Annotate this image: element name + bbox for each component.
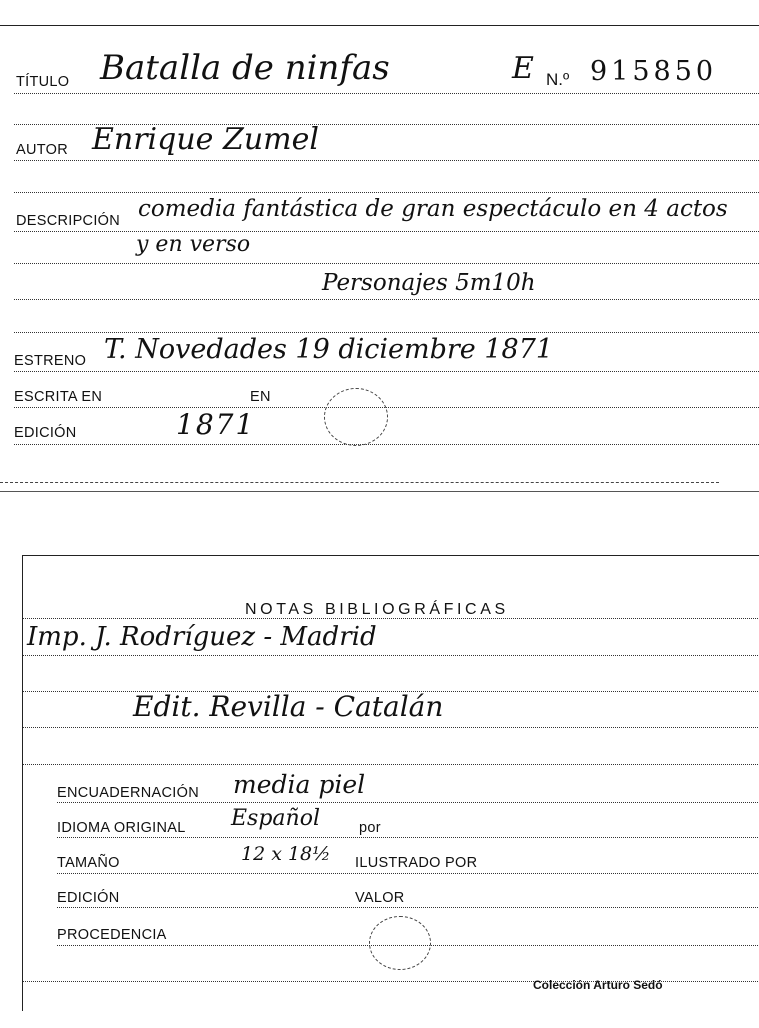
descripcion-rule-1 <box>14 231 759 232</box>
descripcion-rule-3 <box>14 299 759 300</box>
autor-rule <box>14 160 759 161</box>
edicion-value: 1871 <box>176 408 256 441</box>
registry-number-value: 915850 <box>590 56 718 87</box>
note-rule-4 <box>23 764 759 765</box>
rule-blank-3 <box>14 332 759 333</box>
estreno-value: T. Novedades 19 diciembre 1871 <box>104 334 554 365</box>
edicion-rule-2 <box>57 907 759 908</box>
registry-letter: E <box>512 51 534 86</box>
descripcion-rule-2 <box>14 263 759 264</box>
en-label: EN <box>250 389 271 405</box>
tamano-label: TAMAÑO <box>57 855 120 871</box>
tamano-rule <box>57 873 759 874</box>
coleccion-credit: Colección Arturo Sedó <box>533 978 663 992</box>
encuadernacion-label: ENCUADERNACIÓN <box>57 785 199 801</box>
titulo-rule <box>14 93 759 94</box>
idioma-rule <box>57 837 759 838</box>
idioma-value: Español <box>231 806 320 831</box>
titulo-value: Batalla de ninfas <box>100 48 390 88</box>
descripcion-label: DESCRIPCIÓN <box>16 213 121 229</box>
valor-label: VALOR <box>355 890 405 906</box>
note-rule-1 <box>23 655 759 656</box>
catalog-card-back <box>22 555 759 1011</box>
tamano-value: 12 x 18½ <box>241 843 331 865</box>
edicion-label: EDICIÓN <box>14 425 77 441</box>
registry-number-label: N.º <box>546 70 570 89</box>
autor-value: Enrique Zumel <box>92 122 319 157</box>
card-separator <box>0 491 759 492</box>
personajes-note: Personajes 5m10h <box>322 270 536 296</box>
note-editorial: Edit. Revilla - Catalán <box>133 690 444 723</box>
note-imprenta: Imp. J. Rodríguez - Madrid <box>27 622 377 652</box>
card-bottom-edge <box>0 482 719 483</box>
rule-blank-2 <box>14 192 759 193</box>
estreno-label: ESTRENO <box>14 353 87 369</box>
edicion-rule <box>14 444 759 445</box>
encuadernacion-rule <box>57 802 759 803</box>
ilustrado-label: ILUSTRADO POR <box>355 855 478 871</box>
escrita-en-label: ESCRITA EN <box>14 389 103 405</box>
por-label: por <box>359 820 381 836</box>
autor-label: AUTOR <box>16 142 68 158</box>
library-stamp-2 <box>369 916 431 970</box>
descripcion-line-1: comedia fantástica de gran espectáculo en 4 actos <box>138 196 728 222</box>
notas-heading: NOTAS BIBLIOGRÁFICAS <box>245 601 509 618</box>
library-stamp <box>324 388 388 446</box>
heading-rule <box>23 618 759 619</box>
titulo-label: TÍTULO <box>16 74 70 90</box>
idioma-label: IDIOMA ORIGINAL <box>57 820 186 836</box>
encuadernacion-value: media piel <box>233 770 366 799</box>
estreno-rule <box>14 371 759 372</box>
descripcion-line-2: y en verso <box>136 232 251 257</box>
edicion-label-2: EDICIÓN <box>57 890 120 906</box>
note-rule-3 <box>23 727 759 728</box>
procedencia-label: PROCEDENCIA <box>57 927 167 943</box>
catalog-card-front <box>0 25 759 486</box>
